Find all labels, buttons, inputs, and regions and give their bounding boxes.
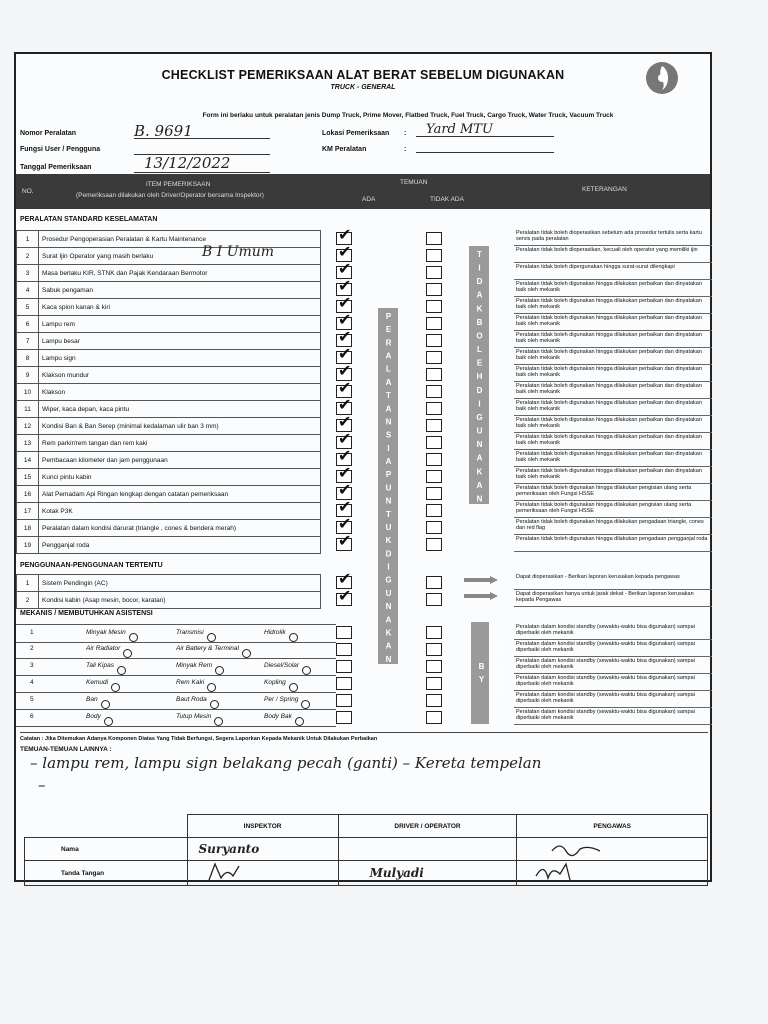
item-description: Rem parkir/rem tangan dan rem kaki [39,435,321,452]
item-description: Kondisi kabin (Asap mesin, bocor, karatan) [39,592,321,609]
keterangan-text: Peralatan tidak boleh digunakan hingga dilakukan pengadaan triangle, cones dan red flag [514,519,712,535]
radio-button[interactable] [210,700,219,709]
tidak-ada-checkbox[interactable] [426,300,442,313]
tidak-ada-checkbox[interactable] [426,711,442,724]
table-row [17,350,321,367]
pengawas-signature-icon [548,839,608,857]
item-description: Kaca spion kanan & kiri [39,299,321,316]
checkmark-icon: ✔ [338,586,352,605]
table-row [17,282,321,299]
mekanis-row [16,658,336,676]
header-tidak-ada: TIDAK ADA [430,196,464,203]
keterangan-text: Peralatan dalam kondisi standby (sewaktu-waktu bisa digunakan) sampai diperbaiki oleh mekanik [514,675,712,691]
vertical-text: PERALATANSIAPUNTUKDIGUNAKAN [384,312,393,668]
temuan-label: TEMUAN-TEMUAN LAINNYA : [20,746,112,753]
item-number: 15 [17,469,39,486]
tanggal-field[interactable] [134,154,270,173]
fungsi-field[interactable] [134,138,270,155]
item-description: Surat Ijin Operator yang masih berlaku [39,248,321,265]
header-ada: ADA [362,196,376,203]
tidak-ada-checkbox[interactable] [426,487,442,500]
header-item: ITEM PEMERIKSAAN [146,181,211,188]
keterangan-text: Peralatan tidak boleh digunakan hingga dilakukan perbaikan dan dinyatakan baik oleh mekanik [514,349,712,365]
mekanis-option-label: Tutup Mesin [176,713,212,720]
keterangan-text: Peralatan dalam kondisi standby (sewaktu-waktu bisa digunakan) sampai diperbaiki oleh mekanik [514,692,712,708]
checkmark-icon: ✔ [338,480,352,499]
tidak-ada-checkbox[interactable] [426,694,442,707]
checkmark-icon: ✔ [338,378,352,397]
item-number: 2 [17,248,39,265]
radio-button[interactable] [207,683,216,692]
table-row [17,469,321,486]
item-description: Klakson mundur [39,367,321,384]
mekanis-option-label: Per / Spring [264,696,299,703]
radio-button[interactable] [289,683,298,692]
tidak-ada-checkbox[interactable] [426,402,442,415]
item-number: 6 [30,713,34,720]
checkmark-icon: ✔ [338,446,352,465]
checkmark-icon: ✔ [338,344,352,363]
inspektor-signature-icon [199,862,259,882]
mekanis-row [16,692,336,710]
item-number: 14 [17,452,39,469]
signoff-pengawas: PENGAWAS [517,815,708,838]
keterangan-text: Dapat dioperasikan - Berikan laporan kerusakan kepada pengawas [514,574,712,590]
tidak-ada-checkbox[interactable] [426,232,442,245]
keterangan-text: Peralatan tidak boleh dioperasikan sebelum ada prosedur tertulis serta kartu servis pada peralatan [514,230,712,246]
tidak-ada-checkbox[interactable] [426,334,442,347]
pengawas-signature-field[interactable] [517,861,708,886]
pengawas-signature2-icon [530,862,590,882]
tidak-ada-checkbox[interactable] [426,576,442,589]
item-description: Pengganjal roda [39,537,321,554]
table-row [17,592,321,609]
item-description: Pembacaan kilometer dan jam penggunaan [39,452,321,469]
mekanis-option[interactable] [86,713,101,720]
mekanis-row [16,641,336,659]
km-colon: : [404,146,407,153]
mekanis-option[interactable] [86,645,120,652]
header-temuan: TEMUAN [400,179,428,186]
table-row [17,401,321,418]
mekanis-option-label: Rem Kaki [176,679,205,686]
keterangan-text: Peralatan dalam kondisi standby (sewaktu-waktu bisa digunakan) sampai diperbaiki oleh mekanik [514,641,712,657]
tanggal-label: Tanggal Pemeriksaan [20,164,92,171]
item-number: 1 [30,629,34,636]
pengawas-name-field[interactable] [517,838,708,861]
table-row [17,418,321,435]
keterangan-text: Peralatan tidak boleh digunakan hingga dilakukan pengadaan pengganjal roda [514,536,712,552]
radio-button[interactable] [301,700,310,709]
mekanis-option-label: Minyak Rem [176,662,213,669]
company-logo-icon [644,60,680,96]
mekanis-option-label: Kemudi [86,679,109,686]
item-number: 13 [17,435,39,452]
keterangan-text: Peralatan tidak boleh digunakan hingga dilakukan perbaikan dan dinyatakan baik oleh mekanik [514,400,712,416]
checkmark-icon: ✔ [338,514,352,533]
keterangan-text: Peralatan dalam kondisi standby (sewaktu-waktu bisa digunakan) sampai diperbaiki oleh mekanik [514,658,712,674]
vertical-text: STAND-BY [477,636,506,714]
mekanis-option-label: Diesel/Solar [264,662,300,669]
keterangan-text: Dapat dioperasikan hanya untuk jarak dekat - Berikan laporan kerusakan kepada Pengawas [514,591,712,607]
table-row [17,486,321,503]
table-row [17,503,321,520]
header-item-sub: (Pemeriksaan dilakukan oleh Driver/Operator bersama Inspektor) [76,192,264,199]
checkmark-icon: ✔ [338,429,352,448]
keterangan-text: Peralatan dalam kondisi standby (sewaktu-waktu bisa digunakan) sampai diperbaiki oleh mekanik [514,624,712,640]
table-row [17,333,321,350]
radio-button[interactable] [295,717,304,726]
lokasi-label: Lokasi Pemeriksaan [322,130,390,137]
tidak-ada-checkbox[interactable] [426,643,442,656]
keterangan-text: Peralatan tidak boleh dipergunakan hingga surat-surat dilengkapi [514,264,712,280]
table-header [16,174,710,209]
radio-button[interactable] [101,700,110,709]
item-description: Peralatan dalam kondisi darurat (triangle , cones & bendera merah) [39,520,321,537]
keterangan-text: Peralatan tidak boleh digunakan hingga dilakukan perbaikan dan dinyatakan baik oleh mekanik [514,315,712,331]
label-standby [471,622,506,724]
mekanis-option-label: Body [86,713,101,720]
inspektor-name-field[interactable] [187,838,338,861]
mekanis-option[interactable] [264,629,286,636]
inspektor-signature-field[interactable] [187,861,338,886]
item-number: 11 [17,401,39,418]
keterangan-text: Peralatan tidak boleh digunakan hingga dilakukan perbaikan dan dinyatakan baik oleh mekanik [514,417,712,433]
item-number: 5 [30,696,34,703]
mekanis-option[interactable] [264,662,299,669]
item-number: 18 [17,520,39,537]
keterangan-text: Peralatan tidak boleh dioperasikan, kecuali oleh operator yang memiliki ijin [514,247,712,263]
item-description: Sabuk pengaman [39,282,321,299]
header-keterangan: KETERANGAN [582,186,627,193]
item-number: 5 [17,299,39,316]
tidak-ada-checkbox[interactable] [426,385,442,398]
tanggal-value: 13/12/2022 [144,154,231,172]
section-mekanis: MEKANIS / MEMBUTUHKAN ASISTENSI [20,610,153,617]
form-subtitle: TRUCK - GENERAL [330,84,396,91]
mekanis-option[interactable] [176,629,204,636]
ada-checkbox[interactable] [336,660,352,673]
item-number: 1 [17,231,39,248]
fungsi-label: Fungsi User / Pengguna [20,146,101,153]
mekanis-option-label: Minyak Mesin [86,629,126,636]
table-row [17,520,321,537]
keterangan-text: Peralatan tidak boleh digunakan hingga dilakukan perbaikan dan dinyatakan baik oleh mekanik [514,468,712,484]
tidak-ada-checkbox[interactable] [426,283,442,296]
item-number: 16 [17,486,39,503]
items-table-keselamatan [16,230,321,554]
item-number: 19 [17,537,39,554]
label-tidak-boleh [469,246,489,508]
section-keselamatan: PERALATAN STANDARD KESELAMATAN [20,216,158,223]
item-number: 3 [30,662,34,669]
table-row [17,435,321,452]
signoff-tanda-tangan-label: Tanda Tangan [25,861,188,886]
lokasi-field[interactable] [416,120,554,137]
radio-button[interactable] [104,717,113,726]
mekanis-option[interactable] [86,696,98,703]
radio-button[interactable] [242,649,251,658]
item-description: Wiper, kaca depan, kaca pintu [39,401,321,418]
signoff-nama-label: Nama [25,838,188,861]
mekanis-option-label: Air Battery & Terminal [176,645,239,652]
checkmark-icon: ✔ [338,569,352,588]
tidak-ada-checkbox[interactable] [426,249,442,262]
arrow-right-icon [464,592,498,600]
signoff-table [24,814,708,879]
km-field[interactable] [416,140,554,153]
vertical-text: TIDAKBOLEHDIGUNAKAN [475,250,484,508]
radio-button[interactable] [302,666,311,675]
tidak-ada-checkbox[interactable] [426,470,442,483]
nomor-label: Nomor Peralatan [20,130,77,137]
checkmark-icon: ✔ [338,225,352,244]
ada-checkbox[interactable] [336,677,352,690]
mekanis-row [16,709,336,727]
label-peralatan-siap [378,308,398,668]
signoff-inspektor: INSPEKTOR [187,815,338,838]
mekanis-option[interactable] [86,629,126,636]
tidak-ada-checkbox[interactable] [426,351,442,364]
driver-signature-field[interactable] [338,861,517,886]
keterangan-text: Peralatan tidak boleh digunakan hingga dilakukan perbaikan dan dinyatakan baik oleh mekanik [514,434,712,450]
tidak-ada-checkbox[interactable] [426,593,442,606]
item-description: Kotak P3K [39,503,321,520]
nomor-field[interactable] [134,122,270,139]
item-number: 1 [17,575,39,592]
mekanis-option-label: Baut Roda [176,696,207,703]
ada-checkbox[interactable] [336,711,352,724]
item-description: Lampu rem [39,316,321,333]
nomor-value: B. 9691 [134,122,193,140]
ada-checkbox[interactable] [336,694,352,707]
tidak-ada-checkbox[interactable] [426,419,442,432]
item-description: Kondisi Ban & Ban Serep (minimal kedalaman ulir ban 3 mm) [39,418,321,435]
keterangan-text: Peralatan tidak boleh digunakan hingga dilakukan perbaikan dan dinyatakan baik oleh mekanik [514,298,712,314]
table-row [17,452,321,469]
checkmark-icon: ✔ [338,531,352,550]
checkmark-icon: ✔ [338,276,352,295]
mekanis-option[interactable] [176,645,239,652]
mekanis-option[interactable] [264,713,292,720]
item2-handwritten-note: B I Umum [202,244,275,260]
table-row [17,367,321,384]
inspektor-name: Suryanto [198,842,260,856]
lokasi-value: Yard MTU [426,122,493,137]
mekanis-option[interactable] [176,662,212,669]
item-number: 4 [17,282,39,299]
table-row [17,231,321,248]
mekanis-option[interactable] [86,679,108,686]
checkmark-icon: ✔ [338,497,352,516]
radio-button[interactable] [111,683,120,692]
table-row [17,299,321,316]
item-number: 6 [17,316,39,333]
checkmark-icon: ✔ [338,259,352,278]
item-number: 7 [17,333,39,350]
catatan-note: Catatan : Jika Ditemukan Adanya Komponen Diatas Yang Tidak Berfungsi, Segera Laporkan Kepada Mekanik Untuk Dilakukan Perbaikan [20,732,708,742]
keterangan-text: Peralatan tidak boleh digunakan hingga dilakukan pengisian ulang serta pemeriksaan oleh Fungsi HSSE [514,502,712,518]
keterangan-text: Peralatan tidak boleh digunakan hingga dilakukan perbaikan dan dinyatakan baik oleh mekanik [514,281,712,297]
item-number: 2 [17,592,39,609]
tidak-ada-checkbox[interactable] [426,436,442,449]
checkmark-icon: ✔ [338,327,352,346]
radio-button[interactable] [123,649,132,658]
table-row [17,265,321,282]
mekanis-row [16,675,336,693]
ada-checkbox[interactable] [336,531,352,551]
keterangan-text: Peralatan tidak boleh digunakan hingga dilakukan perbaikan dan dinyatakan baik oleh mekanik [514,383,712,399]
item-number: 17 [17,503,39,520]
checkmark-icon: ✔ [338,242,352,261]
mekanis-option-label: Body Bak [264,713,292,720]
tidak-ada-checkbox[interactable] [426,317,442,330]
header-no: NO. [22,188,34,195]
keterangan-text: Peralatan tidak boleh digunakan hingga dilakukan pengisian ulang serta pemeriksaan oleh Fungsi HSSE [514,485,712,501]
mekanis-option-label: Tali Kipas [86,662,114,669]
driver-signature: Mulyadi [369,866,424,880]
radio-button[interactable] [214,717,223,726]
radio-button[interactable] [117,666,126,675]
checkmark-icon: ✔ [338,361,352,380]
form-title: CHECKLIST PEMERIKSAAN ALAT BERAT SEBELUM DIGUNAKAN [161,68,565,82]
table-row [17,575,321,592]
item-number: 8 [17,350,39,367]
lokasi-colon: : [404,130,407,137]
item-description: Kunci pintu kabin [39,469,321,486]
table-row [17,537,321,554]
mekanis-option[interactable] [264,696,298,703]
checkmark-icon: ✔ [338,463,352,482]
mekanis-option[interactable] [176,713,211,720]
signoff-driver: DRIVER / OPERATOR [338,815,517,838]
checkmark-icon: ✔ [338,310,352,329]
mekanis-option[interactable] [176,696,207,703]
item-description: Klakson [39,384,321,401]
item-description: Alat Pemadam Api Ringan lengkap dengan catatan pemeriksaan [39,486,321,503]
tidak-ada-checkbox[interactable] [426,538,442,551]
mekanis-option[interactable] [176,679,204,686]
radio-button[interactable] [215,666,224,675]
item-number: 12 [17,418,39,435]
section-tertentu: PENGGUNAAN-PENGGUNAAN TERTENTU [20,562,163,569]
ada-checkbox[interactable] [336,586,352,606]
item-number: 3 [17,265,39,282]
keterangan-text: Peralatan tidak boleh digunakan hingga dilakukan perbaikan dan dinyatakan baik oleh mekanik [514,332,712,348]
item-description: Lampu sign [39,350,321,367]
keterangan-text: Peralatan dalam kondisi standby (sewaktu-waktu bisa digunakan) sampai diperbaiki oleh mekanik [514,709,712,725]
tidak-ada-checkbox[interactable] [426,677,442,690]
km-label: KM Peralatan [322,146,367,153]
tidak-ada-checkbox[interactable] [426,504,442,517]
item-number: 4 [30,679,34,686]
mekanis-option-label: Kopling [264,679,286,686]
item-description: Prosedur Pengoperasian Peralatan & Kartu Maintenance [39,231,321,248]
table-row [17,316,321,333]
item-description: Masa berlaku KIR, STNK dan Pajak Kendaraan Bermotor [39,265,321,282]
form-intro: Form ini berlaku untuk peralatan jenis Dump Truck, Prime Mover, Flatbed Truck, Fuel Truck, Cargo Truck, Water Truck, Vacuum Truck [202,112,614,119]
mekanis-option[interactable] [264,679,286,686]
table-row [17,248,321,265]
tidak-ada-checkbox[interactable] [426,626,442,639]
mekanis-option-label: Transmisi [176,629,204,636]
item-number: 2 [30,645,34,652]
tidak-ada-checkbox[interactable] [426,266,442,279]
checkmark-icon: ✔ [338,395,352,414]
tidak-ada-checkbox[interactable] [426,368,442,381]
arrow-right-icon [464,576,498,584]
driver-name-field[interactable] [338,838,517,861]
checkmark-icon: ✔ [338,293,352,312]
tidak-ada-checkbox[interactable] [426,660,442,673]
item-number: 9 [17,367,39,384]
mekanis-option-label: Hidrolik [264,629,286,636]
keterangan-text: Peralatan tidak boleh digunakan hingga dilakukan perbaikan dan dinyatakan baik oleh mekanik [514,366,712,382]
mekanis-option[interactable] [86,662,114,669]
temuan-text[interactable]: – lampu rem, lampu sign belakang pecah (ganti) – Kereta tempelan [30,754,542,772]
ada-checkbox[interactable] [336,626,352,639]
item-number: 10 [17,384,39,401]
item-description: Lampu besar [39,333,321,350]
mekanis-option-label: Ban [86,696,98,703]
temuan-dash: – [38,776,46,794]
checkmark-icon: ✔ [338,412,352,431]
tidak-ada-checkbox[interactable] [426,521,442,534]
table-row [17,384,321,401]
keterangan-text: Peralatan tidak boleh digunakan hingga dilakukan perbaikan dan dinyatakan baik oleh mekanik [514,451,712,467]
item-description: Sistem Pendingin (AC) [39,575,321,592]
checklist-sheet [14,52,712,882]
mekanis-option-label: Air Radiator [86,645,121,652]
ada-checkbox[interactable] [336,643,352,656]
items-table-tertentu [16,574,321,609]
tidak-ada-checkbox[interactable] [426,453,442,466]
